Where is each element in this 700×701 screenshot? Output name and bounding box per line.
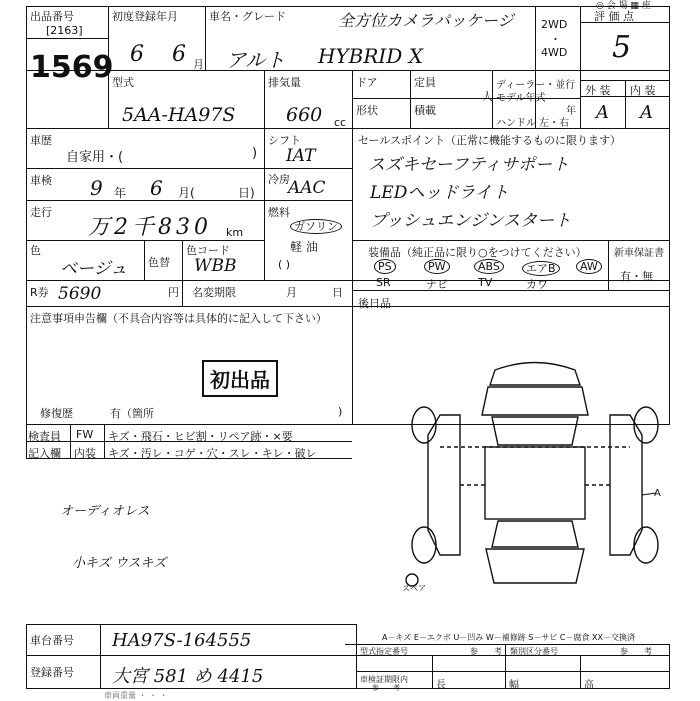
- first-reg-month-unit: 月: [193, 58, 204, 71]
- divider: [264, 200, 352, 201]
- mileage-unit: km: [226, 226, 244, 239]
- divider: [352, 128, 353, 424]
- divider: [356, 624, 357, 688]
- fuel-paren: ( ): [278, 258, 291, 271]
- inspection-label: 車検: [30, 174, 52, 187]
- damage-mark-label: A: [654, 488, 661, 499]
- divider: [352, 70, 353, 128]
- class-label: 類別区分番号: [510, 647, 558, 656]
- first-reg-month: 6: [172, 42, 186, 67]
- warranty-value: 有・無: [620, 270, 653, 283]
- car-trunk: [486, 549, 584, 583]
- history-value: 自家用・(: [66, 150, 124, 165]
- remark-2: 小キズ ウスキズ: [72, 556, 167, 571]
- int-label: 内 装: [630, 84, 656, 97]
- repair-close: ): [338, 405, 343, 418]
- lot-label: 出品番号: [30, 10, 74, 23]
- int-value: A: [640, 102, 653, 123]
- fourwd-label: 4WD: [541, 46, 568, 59]
- spare-label: スペア: [402, 584, 426, 593]
- divider: [352, 290, 670, 291]
- inspector-row1-code: FW: [76, 428, 94, 441]
- divider: [182, 280, 183, 306]
- divider: [669, 644, 670, 688]
- equip-aw: [576, 260, 602, 273]
- aircon-label: 冷房: [268, 173, 290, 186]
- expiry-month-unit: 月: [286, 286, 297, 299]
- inspector-row2-code: 内装: [74, 447, 96, 460]
- color-code-label: 色コード: [186, 244, 230, 257]
- divider: [264, 128, 265, 280]
- cert-label: 車検証期限内: [360, 675, 408, 684]
- divider: [26, 624, 27, 688]
- equip-pw: [424, 260, 450, 273]
- chassis-label: 車台番号: [30, 634, 74, 647]
- year-unit: 年: [566, 106, 576, 117]
- divider: [625, 80, 626, 128]
- divider: [26, 38, 108, 39]
- wheel-front-left: [412, 407, 436, 443]
- form-sub: 参 考: [470, 647, 502, 656]
- divider: [505, 644, 506, 655]
- height-label: 高: [584, 680, 594, 691]
- car-roof-outline: [490, 363, 580, 386]
- grade: HYBRID X: [318, 44, 423, 68]
- mileage-value: 万2千830: [88, 215, 212, 240]
- inspector-row2-label: 記入欄: [28, 447, 61, 460]
- car-hood: [482, 387, 588, 415]
- shape-label: 形状: [356, 104, 378, 117]
- model-value: 5AA-HA97S: [122, 104, 236, 126]
- divider: [205, 6, 206, 70]
- fuel-gasoline: [290, 218, 342, 234]
- selling-point-3: プッシュエンジンスタート: [370, 211, 572, 231]
- damage-legend: A－キズ E－エクボ U－凹み W－補修跡 S－サビ C－腐食 XX－交換済: [382, 633, 636, 642]
- inspection-year-unit: 年: [114, 186, 127, 200]
- divider: [410, 70, 411, 128]
- rear-label: 後日品: [358, 297, 391, 310]
- ext-label: 外 装: [585, 84, 611, 97]
- inspection-month: 6: [150, 176, 163, 200]
- divider: [264, 70, 265, 128]
- inspection-day-unit: 日): [238, 186, 255, 200]
- divider: [26, 424, 27, 458]
- mileage-label: 走行: [30, 206, 52, 219]
- disp-value: 660: [286, 104, 323, 126]
- disp-label: 排気量: [268, 76, 301, 89]
- expiry-day-unit: 日: [332, 286, 343, 299]
- class-sub: 参 考: [620, 647, 652, 656]
- repair-value: 有（箇所: [110, 407, 154, 420]
- divider: [356, 671, 670, 672]
- car-damage-diagram: [400, 355, 670, 610]
- car-cabin: [485, 447, 585, 519]
- divider: [26, 655, 670, 656]
- fuel-label: 燃料: [268, 206, 290, 219]
- equip-aw-label: AW: [576, 259, 602, 274]
- selling-points-label: セールスポイント（正常に機能するものに限ります）: [358, 134, 622, 147]
- lot-number: 1569: [30, 50, 114, 85]
- width-label: 幅: [509, 680, 519, 691]
- divider: [535, 6, 536, 128]
- form-label: 型式指定番号: [360, 647, 408, 656]
- lot-code: [2163]: [46, 24, 83, 37]
- wheel-front-right: [634, 407, 658, 443]
- wheel-rear-right: [634, 527, 658, 563]
- frame-top: [26, 6, 670, 7]
- divider: [26, 688, 670, 689]
- inspector-row1-items: キズ・飛石・ヒビ割・リペア跡・×要: [108, 430, 293, 443]
- color-label: 色: [30, 244, 41, 257]
- car-rear-window: [492, 521, 578, 547]
- car-name: アルト: [226, 48, 286, 72]
- recycle-value: 5690: [58, 284, 102, 304]
- divider: [352, 240, 670, 241]
- first-reg-label: 初度登録年月: [112, 10, 178, 23]
- first-listing-stamp: 初出品: [202, 360, 278, 397]
- fuel-diesel: 軽 油: [290, 240, 318, 254]
- dot-label: ・: [550, 33, 561, 46]
- history-label: 車歴: [30, 134, 52, 147]
- divider: [100, 624, 101, 688]
- divider: [345, 644, 670, 645]
- registration-label: 登録番号: [30, 666, 74, 679]
- divider: [26, 280, 670, 281]
- inspector-row1-label: 検査員: [28, 430, 61, 443]
- wheel-rear-left: [412, 527, 436, 563]
- load-label: 積載: [414, 104, 436, 117]
- recycle-unit: 円: [168, 286, 179, 299]
- length-label: 長: [436, 680, 446, 691]
- inspection-month-unit: 月(: [178, 186, 195, 200]
- divider: [264, 168, 352, 169]
- equip-airbag-label: エアB: [522, 261, 560, 276]
- divider: [104, 424, 105, 458]
- equip-pw-label: PW: [424, 259, 450, 274]
- inspection-year: 9: [90, 176, 103, 200]
- warranty-label: 新車保証書: [614, 248, 664, 259]
- fuel-gasoline-circled: ガソリン: [290, 219, 342, 234]
- frame-left: [26, 6, 27, 424]
- divider: [580, 80, 670, 81]
- handle-label: ハンドル 左・右: [496, 118, 570, 129]
- twowd-label: 2WD: [541, 18, 568, 31]
- color-change-label: 色替: [148, 256, 170, 269]
- equip-ps-label: PS: [374, 259, 396, 274]
- equip-sr: SR: [376, 276, 391, 289]
- equip-leather: カワ: [526, 278, 548, 291]
- recycle-label: R券: [30, 286, 49, 299]
- color-code-value: WBB: [194, 256, 237, 276]
- divider: [26, 624, 356, 625]
- history-close: ): [252, 146, 258, 161]
- cert-sub: 参 考: [372, 684, 400, 692]
- model-year-label: モデル年式: [496, 93, 546, 104]
- disp-unit: cc: [334, 116, 347, 129]
- chassis-value: HA97S-164555: [112, 630, 252, 651]
- repair-label: 修復歴: [40, 407, 73, 420]
- top-right-note: ◎ 会 場 ▦ 座: [596, 1, 651, 11]
- door-label: ドア: [356, 76, 378, 89]
- equip-abs: [474, 260, 504, 273]
- car-windshield: [492, 417, 578, 445]
- first-reg-year: 6: [130, 42, 144, 67]
- equip-ps: [374, 260, 396, 273]
- model-label: 型式: [112, 76, 134, 89]
- shift-label: シフト: [268, 134, 301, 147]
- equip-tv: TV: [478, 276, 493, 289]
- ext-value: A: [596, 102, 609, 123]
- color-value: ベージュ: [60, 259, 128, 279]
- divider: [26, 306, 670, 307]
- score-value: 5: [612, 30, 632, 65]
- registration-value: 大宮 581 め 4415: [112, 666, 264, 687]
- footer-note: 車両重量 ・ ・ ・: [104, 691, 168, 700]
- inspector-row2-items: キズ・汚レ・コゲ・穴・スレ・キレ・破レ: [108, 447, 317, 460]
- selling-point-2: LEDヘッドライト: [370, 183, 509, 203]
- capacity-label: 定員: [414, 76, 436, 89]
- equip-airbag: [522, 260, 560, 276]
- equip-abs-label: ABS: [474, 259, 504, 274]
- divider: [70, 424, 71, 458]
- notes-label: 注意事項申告欄（不具合内容等は具体的に記入して下さい）: [30, 312, 327, 325]
- score-label: 評 価 点: [594, 10, 634, 23]
- divider: [608, 240, 609, 290]
- divider: [26, 128, 670, 129]
- divider: [26, 70, 670, 71]
- expiry-label: 名変期限: [192, 286, 236, 299]
- selling-point-1: スズキセーフティサポート: [368, 155, 570, 175]
- divider: [144, 240, 145, 280]
- package-name: 全方位カメラパッケージ: [338, 11, 514, 30]
- aircon-value: AAC: [288, 178, 326, 198]
- remark-1: オーディオレス: [60, 504, 150, 519]
- divider: [182, 240, 183, 280]
- name-label: 車名・グレード: [209, 10, 286, 23]
- dealer-label: ディーラー・並行: [496, 80, 576, 91]
- divider: [580, 6, 581, 128]
- shift-value: IAT: [286, 146, 316, 166]
- capacity-unit: 人: [482, 90, 493, 103]
- equipment-label: 装備品（純正品に限り○をつけてください）: [368, 246, 587, 259]
- equip-navi: ナビ: [426, 278, 448, 291]
